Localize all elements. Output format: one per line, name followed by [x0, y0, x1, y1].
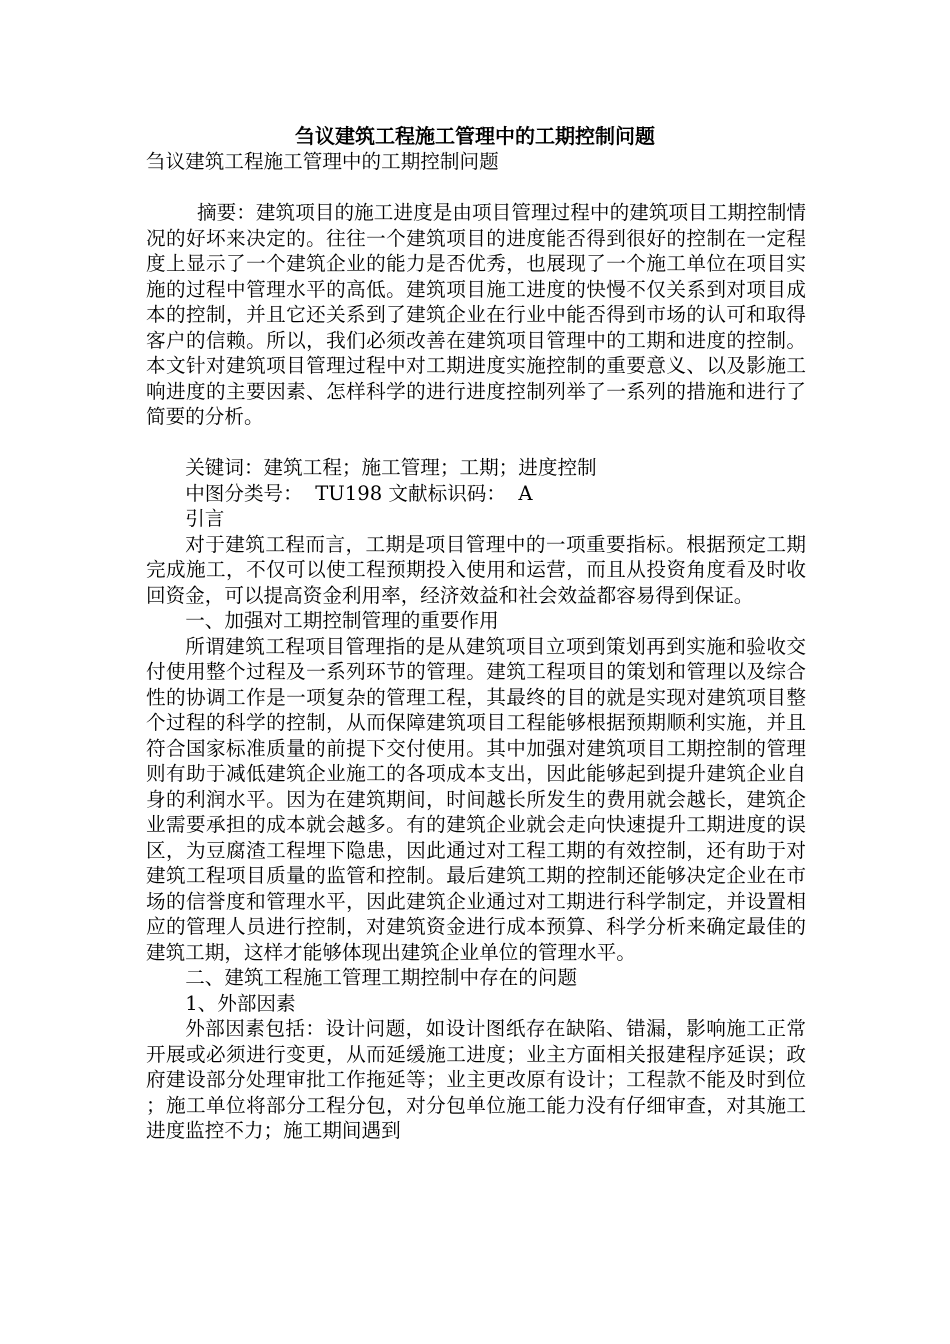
document-subtitle: 刍议建筑工程施工管理中的工期控制问题 — [146, 150, 499, 173]
section-heading-1: 一、加强对工期控制管理的重要作用 — [185, 609, 499, 632]
subsection-heading-1: 1、外部因素 — [185, 991, 296, 1015]
document-title: 刍议建筑工程施工管理中的工期控制问题 — [295, 124, 655, 148]
subsection-paragraph-1: 外部因素包括：设计问题，如设计图纸存在缺陷、错漏，影响施工正常开展或必须进行变更，从而延缓施工进度；业主方面相关报建程序延误；政府建设部分处理审批工作拖延等；业主更改原有设计；工程款不能及时到位；施工单位将部分工程分包，对分包单位施工能力没有仔细审查，对其施工进度监控不力；施工期间遇到 — [146, 1017, 806, 1142]
intro-heading: 引言 — [185, 507, 225, 530]
spacer — [146, 175, 806, 201]
keywords-line: 关键词：建筑工程；施工管理；工期；进度控制 — [185, 456, 597, 479]
abstract-paragraph: 摘要：建筑项目的施工进度是由项目管理过程中的建筑项目工期控制情况的好坏来决定的。往往一个建筑项目的进度能否得到很好的控制在一定程度上显示了一个建筑企业的能力是否优秀，也展现了一个施工单位在项目实施的过程中管理水平的高低。建筑项目施工进度的快慢不仅关系到对项目成本的控制，并且它还关系到了建筑企业在行业中能否得到市场的认可和取得客户的信赖。所以，我们必须改善在建筑项目管理中的工期和进度的控制。本文针对建筑项目管理过程中对工期进度实施控制的重要意义、以及影施工响进度的主要因素、怎样科学的进行进度控制列举了一系列的措施和进行了简要的分析。 — [146, 201, 806, 428]
intro-paragraph: 对于建筑工程而言，工期是项目管理中的一项重要指标。根据预定工期完成施工，不仅可以使工程预期投入使用和运营，而且从投资角度看及时收回资金，可以提高资金利用率，经济效益和社会效益都容易得到保证。 — [146, 532, 806, 607]
section-paragraph-1: 所谓建筑工程项目管理指的是从建筑项目立项到策划再到实施和验收交付使用整个过程及一系列环节的管理。建筑工程项目的策划和管理以及综合性的协调工作是一项复杂的管理工程，其最终的目的就是实现对建筑项目整个过程的科学的控制，从而保障建筑项目工程能够根据预期顺利实施，并且符合国家标准质量的前提下交付使用。其中加强对建筑项目工期控制的管理则有助于减低建筑企业施工的各项成本支出，因此能够起到提升建筑企业自身的利润水平。因为在建筑期间，时间越长所发生的费用就会越长，建筑企业需要承担的成本就会越多。有的建筑企业就会走向快速提升工期进度的误区，为豆腐渣工程埋下隐患，因此通过对工程工期的有效控制，还有助于对建筑工程项目质量的监管和控制。最后建筑工期的控制还能够决定企业在市场的信誉度和管理水平，因此建筑企业通过对工期进行科学制定，并设置相应的管理人员进行控制，对建筑资金进行成本预算、科学分析来确定最佳的建筑工期，这样才能够体现出建筑企业单位的管理水平。 — [146, 634, 806, 964]
spacer — [146, 430, 806, 456]
document-body — [146, 149, 806, 1144]
section-heading-2: 二、建筑工程施工管理工期控制中存在的问题 — [185, 966, 578, 989]
classification-line: 中图分类号： TU198 文献标识码： A — [185, 481, 533, 505]
